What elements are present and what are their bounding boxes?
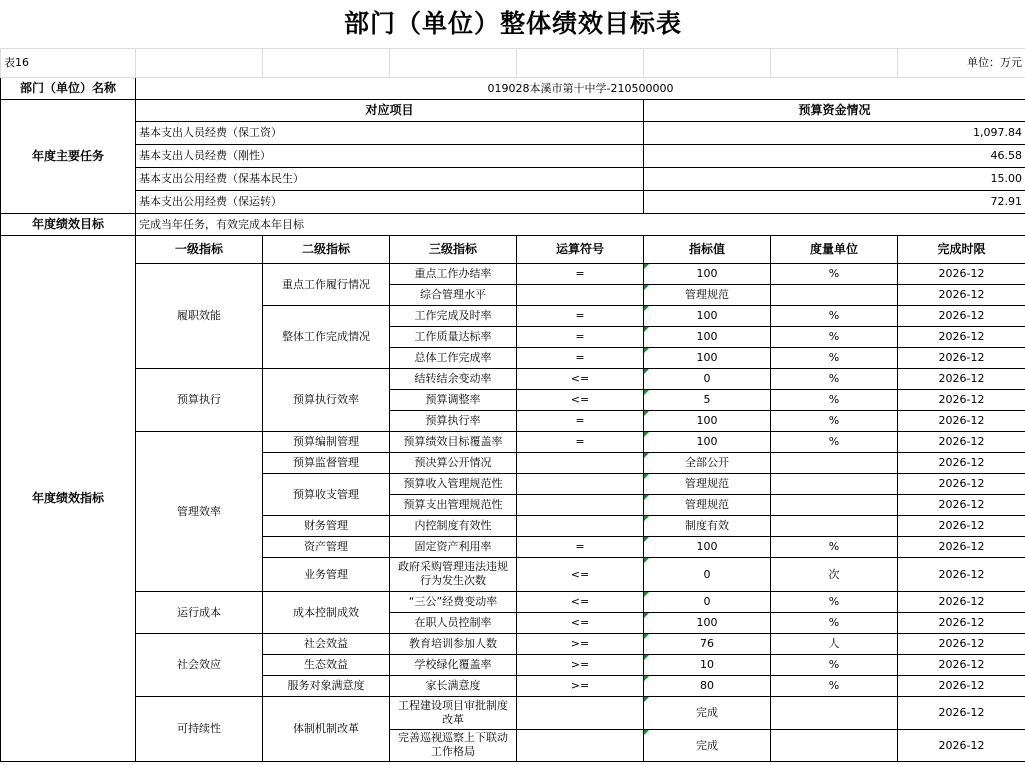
blank-cell bbox=[771, 48, 898, 77]
indicators-label: 年度绩效指标 bbox=[1, 235, 136, 761]
indicator-value: 全部公开 bbox=[644, 452, 771, 473]
deadline: 2026-12 bbox=[898, 368, 1025, 389]
measure-unit bbox=[771, 494, 898, 515]
measure-unit: 人 bbox=[771, 633, 898, 654]
level2-indicator: 重点工作履行情况 bbox=[263, 263, 390, 305]
deadline: 2026-12 bbox=[898, 536, 1025, 557]
header-op: 运算符号 bbox=[517, 235, 644, 263]
level3-indicator: 预算调整率 bbox=[390, 389, 517, 410]
indicator-value: 100 bbox=[644, 263, 771, 284]
deadline: 2026-12 bbox=[898, 410, 1025, 431]
operator: = bbox=[517, 536, 644, 557]
indicator-value: 100 bbox=[644, 305, 771, 326]
deadline: 2026-12 bbox=[898, 729, 1025, 761]
operator: >= bbox=[517, 633, 644, 654]
level3-indicator: 预算绩效目标覆盖率 bbox=[390, 431, 517, 452]
level2-indicator: 体制机制改革 bbox=[263, 696, 390, 761]
indicator-value: 制度有效 bbox=[644, 515, 771, 536]
header-val: 指标值 bbox=[644, 235, 771, 263]
level1-indicator: 履职效能 bbox=[136, 263, 263, 368]
indicator-value: 100 bbox=[644, 612, 771, 633]
header-unit: 度量单位 bbox=[771, 235, 898, 263]
indicator-value: 100 bbox=[644, 410, 771, 431]
level2-indicator: 财务管理 bbox=[263, 515, 390, 536]
deadline: 2026-12 bbox=[898, 515, 1025, 536]
deadline: 2026-12 bbox=[898, 263, 1025, 284]
level2-indicator: 预算编制管理 bbox=[263, 431, 390, 452]
indicator-value: 完成 bbox=[644, 729, 771, 761]
deadline: 2026-12 bbox=[898, 326, 1025, 347]
deadline: 2026-12 bbox=[898, 591, 1025, 612]
tasks-label: 年度主要任务 bbox=[1, 99, 136, 213]
operator: <= bbox=[517, 557, 644, 591]
operator bbox=[517, 452, 644, 473]
measure-unit: % bbox=[771, 536, 898, 557]
blank-cell bbox=[263, 48, 390, 77]
level3-indicator: 学校绿化覆盖率 bbox=[390, 654, 517, 675]
deadline: 2026-12 bbox=[898, 431, 1025, 452]
measure-unit: % bbox=[771, 654, 898, 675]
deadline: 2026-12 bbox=[898, 494, 1025, 515]
operator: >= bbox=[517, 675, 644, 696]
operator: = bbox=[517, 410, 644, 431]
deadline: 2026-12 bbox=[898, 557, 1025, 591]
level2-indicator: 服务对象满意度 bbox=[263, 675, 390, 696]
page-title: 部门（单位）整体绩效目标表 bbox=[344, 9, 683, 39]
operator: >= bbox=[517, 654, 644, 675]
col-budget-header: 预算资金情况 bbox=[644, 99, 1025, 121]
operator: = bbox=[517, 347, 644, 368]
level3-indicator: 总体工作完成率 bbox=[390, 347, 517, 368]
level1-indicator: 管理效率 bbox=[136, 431, 263, 591]
measure-unit: % bbox=[771, 389, 898, 410]
deadline: 2026-12 bbox=[898, 696, 1025, 729]
table-number: 表16 bbox=[1, 48, 136, 77]
operator: <= bbox=[517, 368, 644, 389]
measure-unit: 次 bbox=[771, 557, 898, 591]
level1-indicator: 可持续性 bbox=[136, 696, 263, 761]
level2-indicator: 预算监督管理 bbox=[263, 452, 390, 473]
dept-name-value: 019028本溪市第十中学-210500000 bbox=[136, 77, 1025, 99]
level2-indicator: 预算执行效率 bbox=[263, 368, 390, 431]
measure-unit: % bbox=[771, 347, 898, 368]
deadline: 2026-12 bbox=[898, 305, 1025, 326]
indicator-value: 管理规范 bbox=[644, 494, 771, 515]
measure-unit bbox=[771, 515, 898, 536]
operator bbox=[517, 284, 644, 305]
indicator-value: 100 bbox=[644, 347, 771, 368]
measure-unit: % bbox=[771, 305, 898, 326]
operator: = bbox=[517, 305, 644, 326]
header-l1: 一级指标 bbox=[136, 235, 263, 263]
task-amount: 72.91 bbox=[644, 190, 1025, 213]
indicator-value: 5 bbox=[644, 389, 771, 410]
task-amount: 15.00 bbox=[644, 167, 1025, 190]
indicator-value: 100 bbox=[644, 431, 771, 452]
deadline: 2026-12 bbox=[898, 612, 1025, 633]
indicator-value: 0 bbox=[644, 591, 771, 612]
measure-unit: % bbox=[771, 591, 898, 612]
level1-indicator: 预算执行 bbox=[136, 368, 263, 431]
indicator-value: 0 bbox=[644, 557, 771, 591]
goal-value: 完成当年任务，有效完成本年目标 bbox=[136, 213, 1025, 235]
deadline: 2026-12 bbox=[898, 347, 1025, 368]
level3-indicator: 预决算公开情况 bbox=[390, 452, 517, 473]
operator: = bbox=[517, 431, 644, 452]
level3-indicator: 预算执行率 bbox=[390, 410, 517, 431]
level2-indicator: 业务管理 bbox=[263, 557, 390, 591]
indicator-value: 10 bbox=[644, 654, 771, 675]
measure-unit bbox=[771, 729, 898, 761]
level3-indicator: 预算收入管理规范性 bbox=[390, 473, 517, 494]
level3-indicator: 教育培训参加人数 bbox=[390, 633, 517, 654]
operator: = bbox=[517, 263, 644, 284]
level3-indicator: 工程建设项目审批制度改革 bbox=[390, 696, 517, 729]
level3-indicator: 预算支出管理规范性 bbox=[390, 494, 517, 515]
indicator-value: 完成 bbox=[644, 696, 771, 729]
level2-indicator: 资产管理 bbox=[263, 536, 390, 557]
header-l3: 三级指标 bbox=[390, 235, 517, 263]
indicator-value: 管理规范 bbox=[644, 284, 771, 305]
header-l2: 二级指标 bbox=[263, 235, 390, 263]
level3-indicator: 内控制度有效性 bbox=[390, 515, 517, 536]
task-name: 基本支出公用经费（保运转） bbox=[136, 190, 644, 213]
measure-unit bbox=[771, 696, 898, 729]
level3-indicator: 政府采购管理违法违规行为发生次数 bbox=[390, 557, 517, 591]
indicator-value: 0 bbox=[644, 368, 771, 389]
level2-indicator: 成本控制成效 bbox=[263, 591, 390, 633]
operator: <= bbox=[517, 591, 644, 612]
deadline: 2026-12 bbox=[898, 389, 1025, 410]
dept-name-label: 部门（单位）名称 bbox=[1, 77, 136, 99]
task-name: 基本支出人员经费（刚性） bbox=[136, 144, 644, 167]
measure-unit: % bbox=[771, 263, 898, 284]
measure-unit: % bbox=[771, 612, 898, 633]
operator: = bbox=[517, 326, 644, 347]
operator bbox=[517, 696, 644, 729]
operator bbox=[517, 515, 644, 536]
operator: <= bbox=[517, 389, 644, 410]
indicator-value: 80 bbox=[644, 675, 771, 696]
deadline: 2026-12 bbox=[898, 473, 1025, 494]
blank-cell bbox=[517, 48, 644, 77]
level3-indicator: 结转结余变动率 bbox=[390, 368, 517, 389]
blank-cell bbox=[644, 48, 771, 77]
measure-unit: % bbox=[771, 326, 898, 347]
operator bbox=[517, 729, 644, 761]
task-amount: 1,097.84 bbox=[644, 121, 1025, 144]
measure-unit: % bbox=[771, 368, 898, 389]
operator: <= bbox=[517, 612, 644, 633]
indicator-value: 100 bbox=[644, 536, 771, 557]
level3-indicator: 综合管理水平 bbox=[390, 284, 517, 305]
measure-unit bbox=[771, 284, 898, 305]
level3-indicator: 工作完成及时率 bbox=[390, 305, 517, 326]
blank-cell bbox=[136, 48, 263, 77]
blank-cell bbox=[390, 48, 517, 77]
task-name: 基本支出公用经费（保基本民生） bbox=[136, 167, 644, 190]
level3-indicator: 重点工作办结率 bbox=[390, 263, 517, 284]
deadline: 2026-12 bbox=[898, 633, 1025, 654]
level2-indicator: 生态效益 bbox=[263, 654, 390, 675]
operator bbox=[517, 473, 644, 494]
deadline: 2026-12 bbox=[898, 284, 1025, 305]
level1-indicator: 社会效应 bbox=[136, 633, 263, 696]
measure-unit bbox=[771, 473, 898, 494]
operator bbox=[517, 494, 644, 515]
level3-indicator: 家长满意度 bbox=[390, 675, 517, 696]
level3-indicator: 工作质量达标率 bbox=[390, 326, 517, 347]
level2-indicator: 社会效益 bbox=[263, 633, 390, 654]
level3-indicator: 完善巡视巡察上下联动工作格局 bbox=[390, 729, 517, 761]
level2-indicator: 整体工作完成情况 bbox=[263, 305, 390, 368]
unit-label: 单位：万元 bbox=[898, 48, 1025, 77]
level3-indicator: 在职人员控制率 bbox=[390, 612, 517, 633]
measure-unit: % bbox=[771, 675, 898, 696]
measure-unit: % bbox=[771, 431, 898, 452]
task-name: 基本支出人员经费（保工资） bbox=[136, 121, 644, 144]
level2-indicator: 预算收支管理 bbox=[263, 473, 390, 515]
measure-unit: % bbox=[771, 410, 898, 431]
level3-indicator: “三公”经费变动率 bbox=[390, 591, 517, 612]
col-project-header: 对应项目 bbox=[136, 99, 644, 121]
header-deadline: 完成时限 bbox=[898, 235, 1025, 263]
indicator-value: 100 bbox=[644, 326, 771, 347]
indicator-value: 76 bbox=[644, 633, 771, 654]
level1-indicator: 运行成本 bbox=[136, 591, 263, 633]
goal-label: 年度绩效目标 bbox=[1, 213, 136, 235]
deadline: 2026-12 bbox=[898, 675, 1025, 696]
deadline: 2026-12 bbox=[898, 654, 1025, 675]
measure-unit bbox=[771, 452, 898, 473]
indicator-value: 管理规范 bbox=[644, 473, 771, 494]
task-amount: 46.58 bbox=[644, 144, 1025, 167]
deadline: 2026-12 bbox=[898, 452, 1025, 473]
level3-indicator: 固定资产利用率 bbox=[390, 536, 517, 557]
